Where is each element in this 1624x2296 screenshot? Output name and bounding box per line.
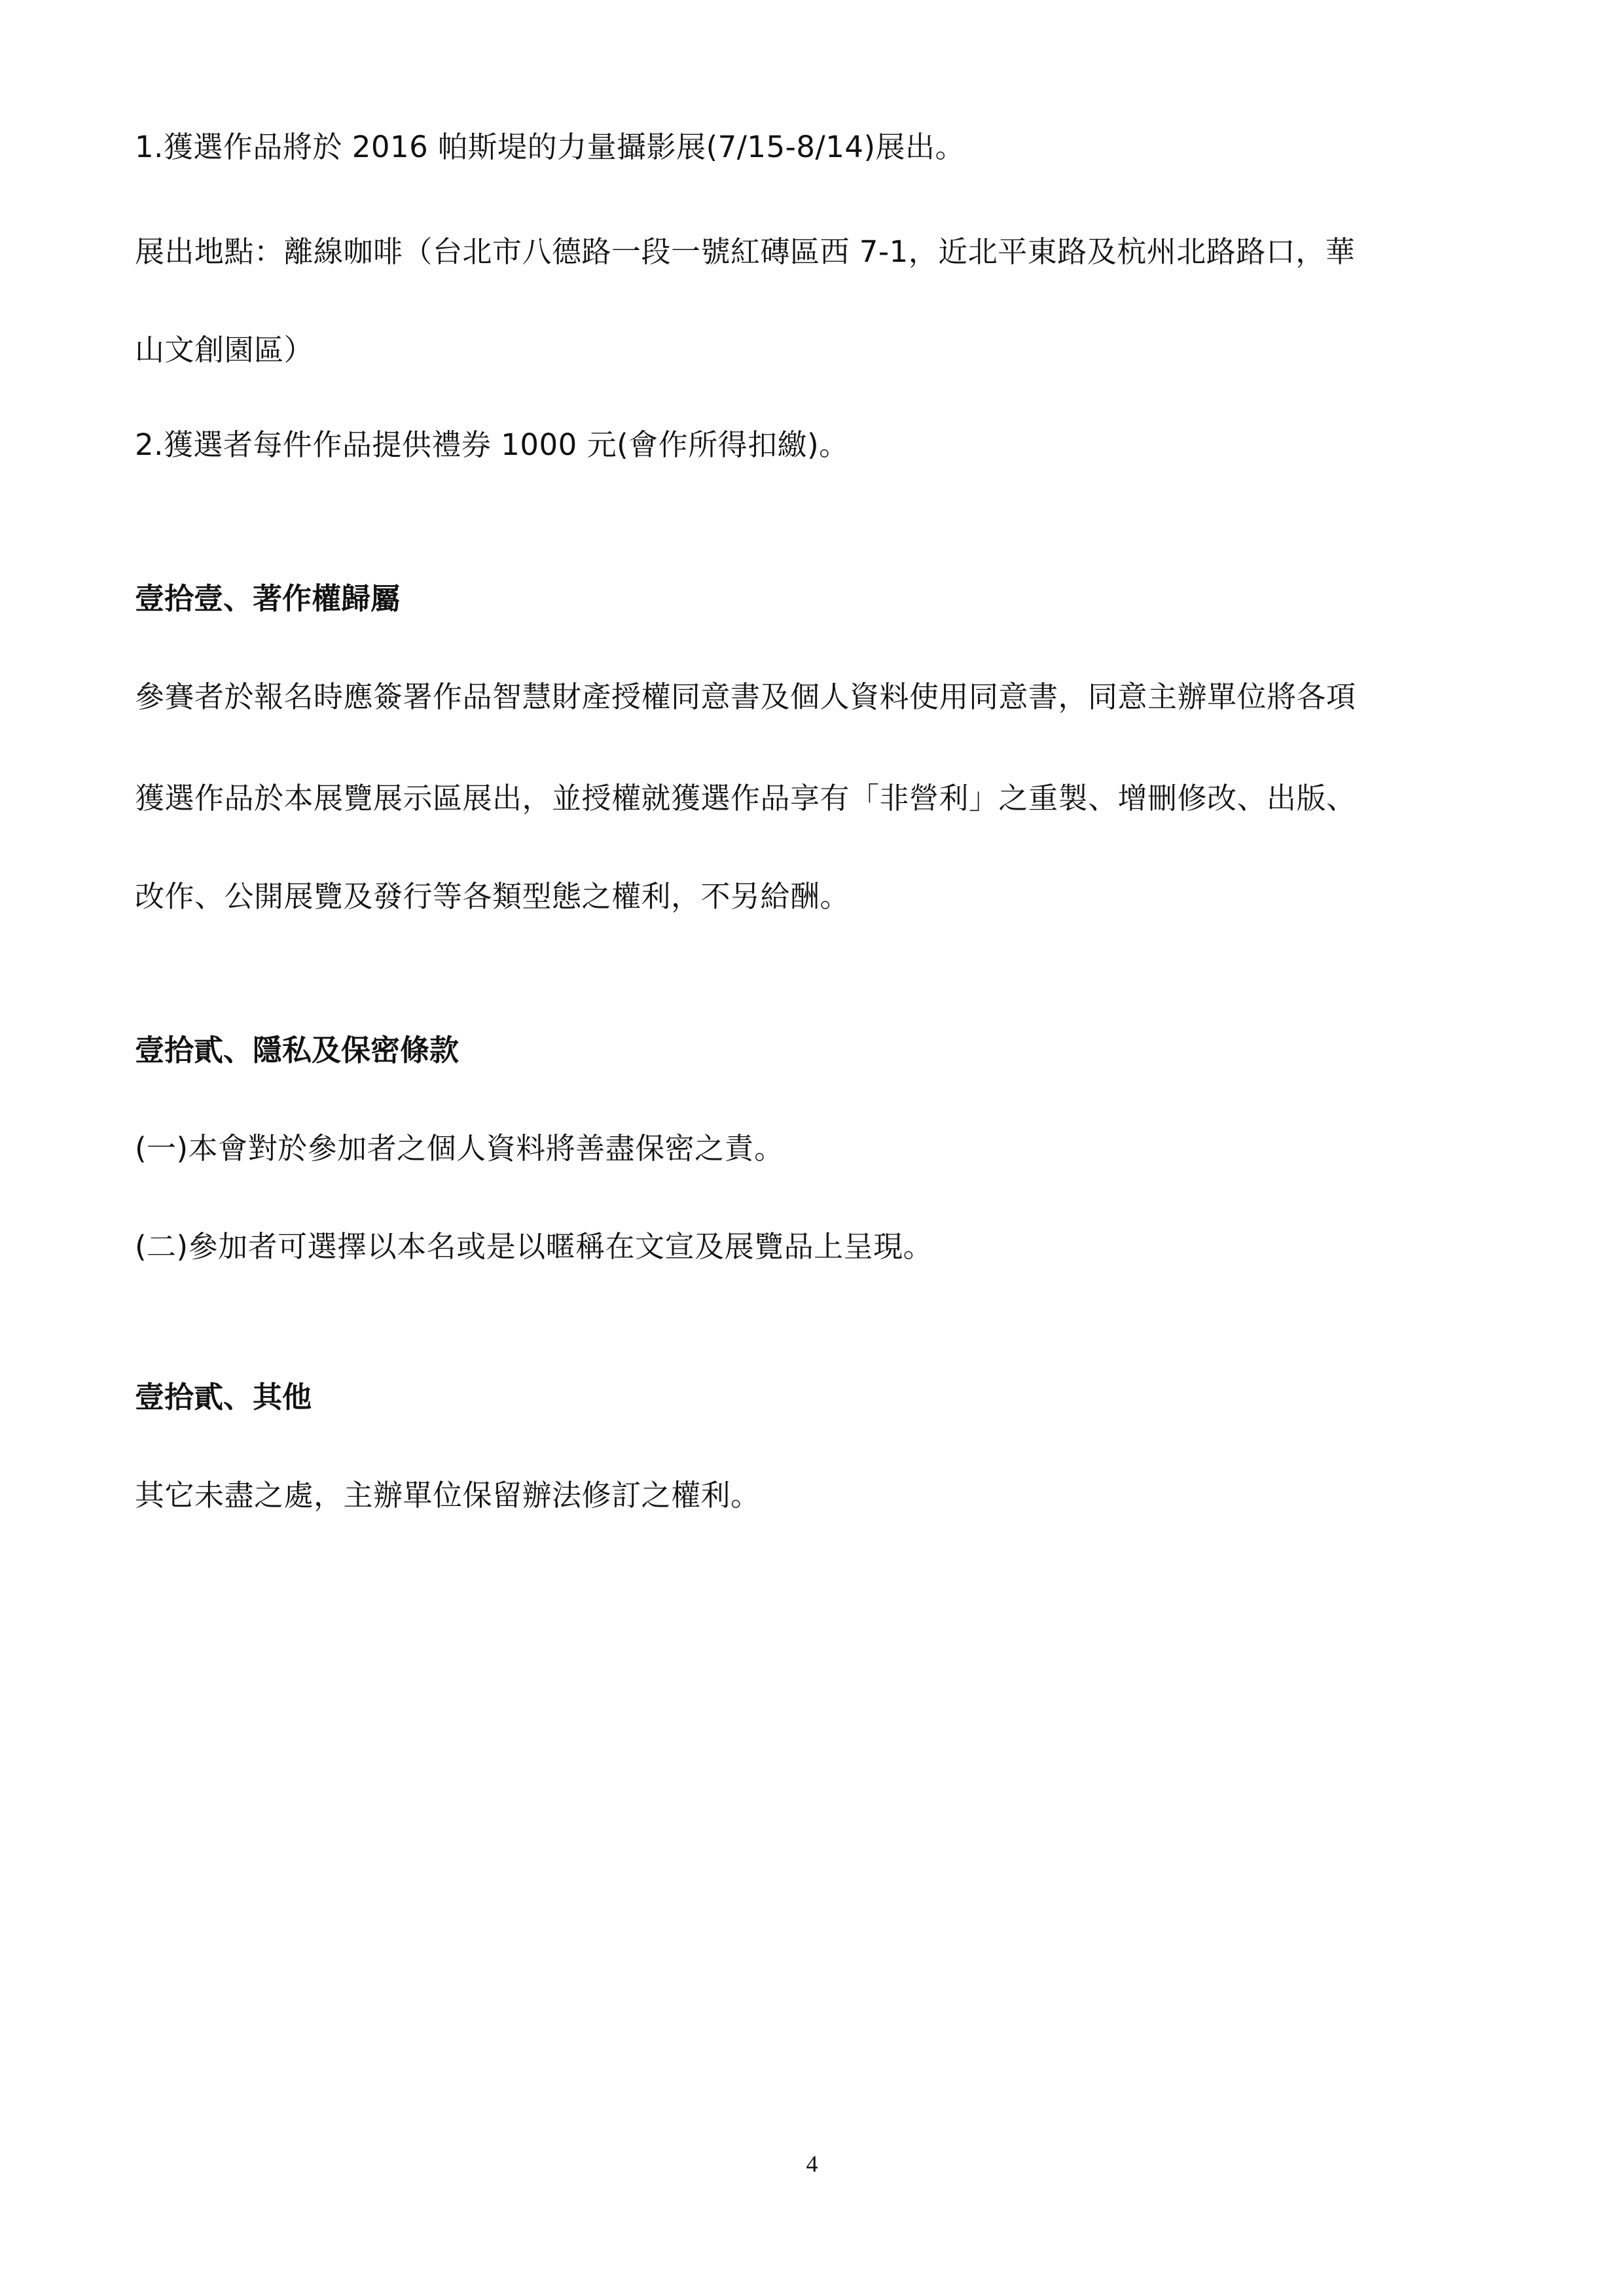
section-heading-other: 壹拾貳、其他 bbox=[135, 1380, 312, 1414]
privacy-item-2: (二)參加者可選擇以本名或是以暱稱在文宣及展覽品上呈現。 bbox=[135, 1229, 933, 1264]
section-heading-privacy: 壹拾貳、隱私及保密條款 bbox=[135, 1033, 460, 1067]
exhibition-item-1: 1.獲選作品將於 2016 帕斯堤的力量攝影展(7/15-8/14)展出。 bbox=[135, 130, 965, 164]
venue-line-1: 展出地點：離線咖啡（台北市八德路一段一號紅磚區西 7-1，近北平東路及杭州北路路口，華 bbox=[135, 234, 1356, 269]
other-line-1: 其它未盡之處，主辦單位保留辦法修訂之權利。 bbox=[135, 1478, 761, 1513]
copyright-line-3: 改作、公開展覽及發行等各類型態之權利，不另給酬。 bbox=[135, 879, 850, 914]
exhibition-item-2: 2.獲選者每件作品提供禮券 1000 元(會作所得扣繳)。 bbox=[135, 427, 849, 462]
copyright-line-2: 獲選作品於本展覽展示區展出，並授權就獲選作品享有「非營利」之重製、增刪修改、出版、 bbox=[135, 781, 1356, 816]
copyright-line-1: 參賽者於報名時應簽署作品智慧財產授權同意書及個人資料使用同意書，同意主辦單位將各項 bbox=[135, 679, 1356, 714]
page-number: 4 bbox=[806, 2151, 818, 2177]
privacy-item-1: (一)本會對於參加者之個人資料將善盡保密之責。 bbox=[135, 1131, 784, 1166]
section-heading-copyright: 壹拾壹、著作權歸屬 bbox=[135, 581, 401, 616]
venue-line-2: 山文創園區） bbox=[135, 332, 314, 367]
